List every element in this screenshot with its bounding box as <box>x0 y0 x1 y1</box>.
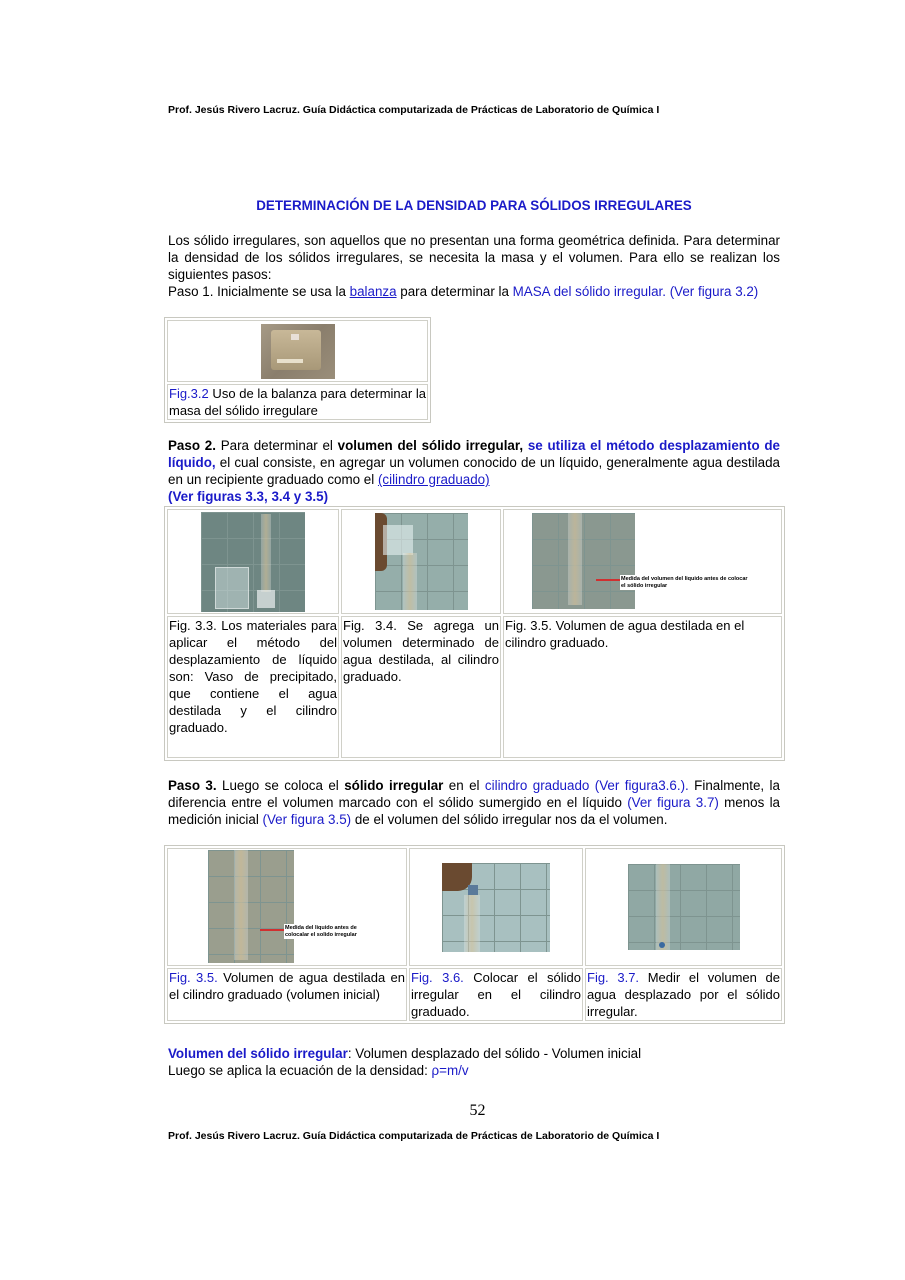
summary-paragraph <box>168 1045 780 1079</box>
step2-text-2: el cual consiste, en agregar un volumen conocido de un líquido, generalmente agua destilada en un recipiente graduado como el <box>168 455 780 487</box>
figure-3-5b-caption-text: Volumen de agua destilada en el cilindro graduado (volumen inicial) <box>169 970 405 1002</box>
section-title: DETERMINACIÓN DE LA DENSIDAD PARA SÓLIDOS IRREGULARES <box>256 198 692 213</box>
red-arrow-icon <box>260 929 286 931</box>
page-header: Prof. Jesús Rivero Lacruz. Guía Didáctica computarizada de Prácticas de Laboratorio de Química I <box>168 104 660 116</box>
balanza-link[interactable]: balanza <box>349 284 397 299</box>
red-arrow-icon <box>596 579 620 581</box>
page-number: 52 <box>469 1102 486 1119</box>
density-formula: ρ=m/v <box>431 1063 469 1078</box>
balance-photo <box>261 324 335 379</box>
figure-3-4-caption: Fig. 3.4. Se agrega un volumen determinado de agua destilada, al cilindro graduado. <box>341 616 501 758</box>
step3-ref-3-5: (Ver figura 3.5) <box>262 812 352 827</box>
figure-3-5b-image-cell <box>167 848 407 966</box>
cylinder-volume-photo <box>532 513 635 609</box>
intro-paragraph <box>168 232 780 300</box>
step1-highlight: MASA del sólido irregular. (Ver figura 3.2) <box>512 284 759 299</box>
figure-3-7-caption <box>585 968 782 1021</box>
summary-text: : Volumen desplazado del sólido - Volumen inicial <box>347 1046 642 1061</box>
step3-text-3: Finalmente, la diferencia entre el volumen marcado con el sólido sumergido en el líquido <box>168 778 780 810</box>
figure-3-2-image-cell <box>167 320 428 382</box>
figure-3-7-image-cell <box>585 848 782 966</box>
figure-3-2-table <box>164 317 431 423</box>
initial-volume-annotation: Medida del liquido antes de colocalar el solido irregular <box>284 924 366 939</box>
figure-3-4-image-cell <box>341 509 501 614</box>
step2-figure-ref: (Ver figuras 3.3, 3.4 y 3.5) <box>168 489 329 504</box>
step3-text-5: de el volumen del sólido irregular nos da el volumen. <box>351 812 668 827</box>
density-equation-text: Luego se aplica la ecuación de la densidad: <box>168 1063 432 1078</box>
figure-3-5b-caption <box>167 968 407 1021</box>
figure-3-2-label: Fig.3.2 <box>169 386 209 401</box>
pouring-water-photo <box>375 513 468 610</box>
figure-3-6-image-cell <box>409 848 583 966</box>
step3-bold: sólido irregular <box>344 778 444 793</box>
step3-text-1: Luego se coloca el <box>216 778 345 793</box>
figure-3-3-image-cell <box>167 509 339 614</box>
figure-3-5-photo-wrap <box>532 513 780 610</box>
cylinder-initial-photo <box>208 850 294 963</box>
step3-ref-3-6: cilindro graduado (Ver figura3.6.). <box>484 778 689 793</box>
figure-3-5-image-cell <box>503 509 782 614</box>
step2-method: se utiliza el método desplazamiento de líquido, <box>168 438 781 470</box>
step3-text-4: menos la medición inicial <box>168 795 781 827</box>
page-footer: Prof. Jesús Rivero Lacruz. Guía Didáctica computarizada de Prácticas de Laboratorio de Química I <box>168 1130 660 1142</box>
figures-3-3-to-3-5-table <box>164 506 785 761</box>
figure-3-7-caption-text: Medir el volumen de agua desplazado por el sólido irregular. <box>587 970 781 1019</box>
figure-3-2-caption-text: Uso de la balanza para determinar la masa del sólido irregulare <box>169 386 426 418</box>
figure-3-7-label: Fig. 3.7. <box>587 970 640 985</box>
placing-solid-photo <box>442 863 550 952</box>
beaker-cylinder-photo <box>201 512 305 612</box>
step2-label: Paso 2. <box>168 438 216 453</box>
volume-annotation: Medida del volumen del liquido antes de colocar el sólido irregular <box>620 575 752 590</box>
summary-bold: Volumen del sólido irregular <box>168 1046 348 1061</box>
displaced-volume-photo <box>628 864 740 950</box>
step1-text: Paso 1. Inicialmente se usa la <box>168 284 350 299</box>
figure-3-5b-photo-wrap <box>208 850 405 964</box>
cilindro-graduado-link[interactable]: (cilindro graduado) <box>377 472 490 487</box>
figures-3-5-to-3-7-table <box>164 845 785 1024</box>
step3-paragraph <box>168 777 780 828</box>
intro-text: Los sólido irregulares, son aquellos que no presentan una forma geométrica definida. Para determinar la densidad de los sólidos irregulares, se necesita la masa y el volumen. Para ello se realizan los siguientes pasos: <box>168 233 780 282</box>
step3-label: Paso 3. <box>168 778 217 793</box>
figure-3-5-caption: Fig. 3.5. Volumen de agua destilada en el cilindro graduado. <box>503 616 782 758</box>
figure-3-6-caption <box>409 968 583 1021</box>
figure-3-6-caption-text: Colocar el sólido irregular en el cilindro graduado. <box>411 970 581 1019</box>
step3-text-2: en el <box>443 778 485 793</box>
figure-3-6-label: Fig. 3.6. <box>411 970 464 985</box>
figure-3-3-caption: Fig. 3.3. Los materiales para aplicar el método del desplazamiento de líquido son: Vaso de precipitado, que contiene el agua destilada y el cilindro graduado. <box>167 616 339 758</box>
step2-text-1: Para determinar el <box>215 438 338 453</box>
step3-ref-3-7: (Ver figura 3.7) <box>627 795 719 810</box>
step2-bold: volumen del sólido irregular, <box>337 438 524 453</box>
step2-paragraph <box>168 437 780 505</box>
figure-3-2-caption <box>167 384 428 420</box>
figure-3-5b-label: Fig. 3.5. <box>169 970 218 985</box>
step1-middle: para determinar la <box>396 284 513 299</box>
